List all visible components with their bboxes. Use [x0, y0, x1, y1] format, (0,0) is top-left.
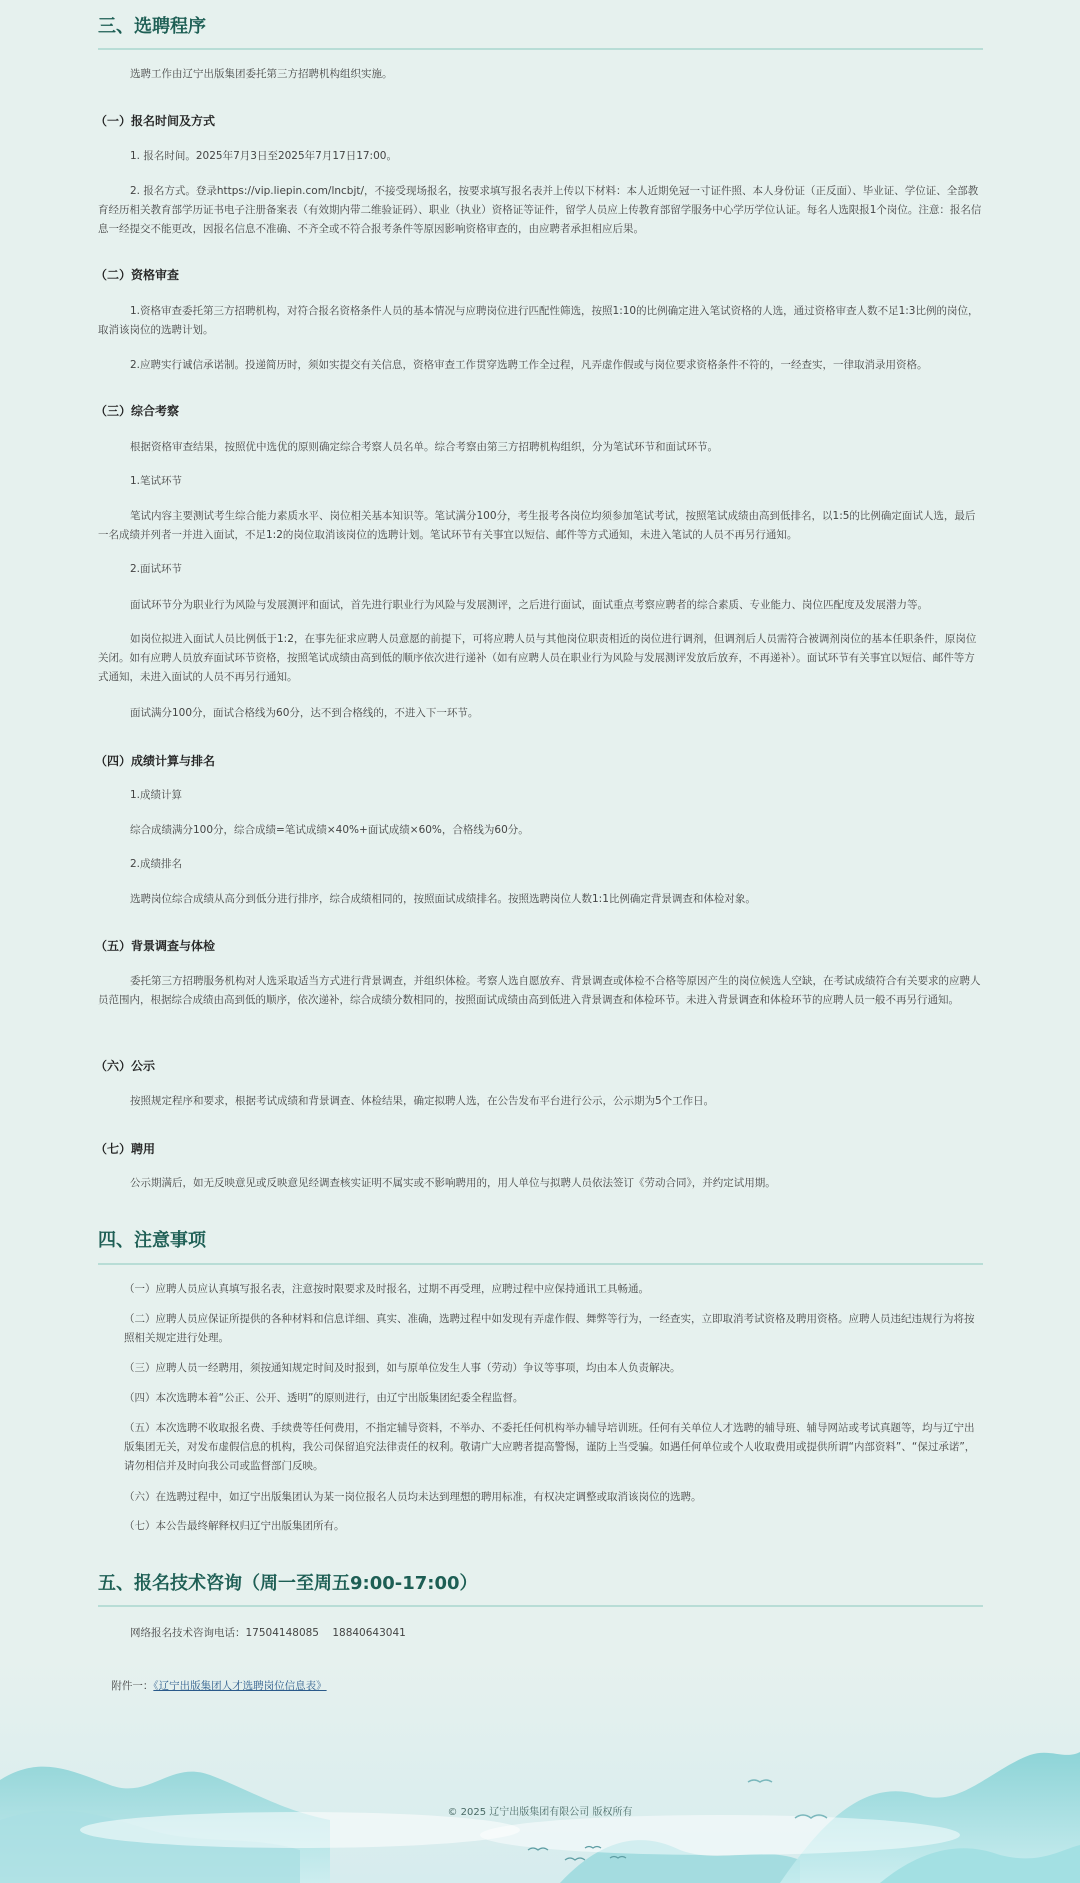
paragraph: 面试满分100分，面试合格线为60分，达不到合格线的，不进入下一环节。: [130, 707, 479, 719]
note-item: （四）本次选聘本着“公正、公开、透明”的原则进行，由辽宁出版集团纪委全程监督。: [124, 1392, 524, 1404]
paragraph-subheading: 1.笔试环节: [130, 475, 183, 487]
paragraph: 如岗位拟进入面试人员比例低于1:2，在事先征求应聘人员意愿的前提下，可将应聘人员与其他岗位职责相近的岗位进行调剂，但调剂后人员需符合被调剂岗位的基本任职条件，原岗位关闭。如有应聘人员放弃面试环节资格，按照笔试成绩由高到低的顺序依次进行递补（如有应聘人员在职业行为风险与发展测评发放后放弃，不再递补）。面试环节有关事宜以短信、邮件等方式通知，未进入面试的人员不再另行通知。: [98, 633, 977, 683]
subsection-heading-employment: （七）聘用: [95, 1142, 156, 1156]
attachment-line: [98, 1658, 983, 1715]
attachment-link[interactable]: 《辽宁出版集团人才选聘岗位信息表》: [153, 1680, 327, 1692]
paragraph: 委托第三方招聘服务机构对人选采取适当方式进行背景调查，并组织体检。考察人选自愿放弃、背景调查或体检不合格等原因产生的岗位候选人空缺，在考试成绩符合有关要求的应聘人员范围内，根据综合成绩由高到低的顺序，依次递补，综合成绩分数相同的，按照面试成绩由高到低进入背景调查和体检环节。未进入背景调查和体检环节的应聘人员一般不再另行通知。: [98, 975, 981, 1006]
paragraph: 按照规定程序和要求，根据考试成绩和背景调查、体检结果，确定拟聘人选，在公告发布平台进行公示，公示期为5个工作日。: [130, 1095, 715, 1107]
paragraph: 2. 报名方式。登录https://vip.liepin.com/lncbjt/，不接受现场报名，按要求填写报名表并上传以下材料：本人近期免冠一寸证件照、本人身份证（正反面）、毕业证、学位证、全部教育经历相关教育部学历证书电子注册备案表（有效期内带二维验证码）、职业（执业）资格证等证件，留学人员应上传教育部留学服务中心学历学位认证。每名人选限报1个岗位。注意：报名信息一经提交不能更改，因报名信息不准确、不齐全或不符合报考条件等原因影响资格审查的，由应聘者承担相应后果。: [98, 185, 982, 235]
attachment-label: 附件一：: [111, 1680, 154, 1692]
paragraph: 选聘工作由辽宁出版集团委托第三方招聘机构组织实施。: [130, 68, 393, 80]
paragraph-subheading: 2.成绩排名: [130, 858, 183, 870]
note-item: （一）应聘人员应认真填写报名表，注意按时限要求及时报名，过期不再受理，应聘过程中应保持通讯工具畅通。: [124, 1283, 649, 1295]
section-divider: [98, 48, 983, 50]
footer-copyright: © 2025 辽宁出版集团有限公司 版权所有: [447, 1807, 633, 1818]
consultation-phone: 网络报名技术咨询电话：17504148085 18840643041: [130, 1627, 406, 1639]
note-item: （六）在选聘过程中，如辽宁出版集团认为某一岗位报名人员均未达到理想的聘用标准，有权决定调整或取消该岗位的选聘。: [124, 1491, 702, 1503]
note-item: （二）应聘人员应保证所提供的各种材料和信息详细、真实、准确，选聘过程中如发现有弄虚作假、舞弊等行为，一经查实，立即取消考试资格及聘用资格。应聘人员违纪违规行为将按照相关规定进行处理。: [124, 1313, 975, 1344]
section-heading-technical-consultation: 五、报名技术咨询（周一至周五9:00-17:00）: [98, 1573, 478, 1594]
paragraph: 面试环节分为职业行为风险与发展测评和面试，首先进行职业行为风险与发展测评，之后进行面试，面试重点考察应聘者的综合素质、专业能力、岗位匹配度及发展潜力等。: [130, 599, 928, 611]
subsection-heading-background-check: （五）背景调查与体检: [95, 939, 216, 953]
note-item: （七）本公告最终解释权归辽宁出版集团所有。: [124, 1520, 345, 1532]
paragraph: 2.应聘实行诚信承诺制。投递简历时，须如实提交有关信息，资格审查工作贯穿选聘工作全过程，凡弄虚作假或与岗位要求资格条件不符的，一经查实，一律取消录用资格。: [130, 359, 928, 371]
paragraph: 1.资格审查委托第三方招聘机构，对符合报名资格条件人员的基本情况与应聘岗位进行匹配性筛选，按照1:10的比例确定进入笔试资格的人选，通过资格审查人数不足1:3比例的岗位，取消该岗位的选聘计划。: [98, 305, 979, 336]
paragraph: 根据资格审查结果，按照优中选优的原则确定综合考察人员名单。综合考察由第三方招聘机构组织，分为笔试环节和面试环节。: [130, 441, 718, 453]
section-heading-selection-procedure: 三、选聘程序: [98, 16, 206, 37]
subsection-heading-assessment: （三）综合考察: [95, 404, 180, 418]
subsection-heading-qualification-review: （二）资格审查: [95, 268, 180, 282]
subsection-heading-scoring: （四）成绩计算与排名: [95, 754, 216, 768]
paragraph: 1. 报名时间。2025年7月3日至2025年7月17日17:00。: [130, 150, 397, 162]
paragraph: 选聘岗位综合成绩从高分到低分进行排序，综合成绩相同的，按照面试成绩排名。按照选聘岗位人数1:1比例确定背景调查和体检对象。: [130, 893, 756, 905]
subsection-heading-publicity: （六）公示: [95, 1059, 156, 1073]
paragraph-subheading: 1.成绩计算: [130, 789, 183, 801]
section-divider: [98, 1263, 983, 1265]
paragraph: 公示期满后，如无反映意见或反映意见经调查核实证明不属实或不影响聘用的，用人单位与拟聘人员依法签订《劳动合同》，并约定试用期。: [130, 1177, 776, 1189]
subsection-heading-registration: （一）报名时间及方式: [95, 114, 216, 128]
paragraph: 综合成绩满分100分，综合成绩=笔试成绩×40%+面试成绩×60%，合格线为60分。: [130, 824, 529, 836]
note-item: （五）本次选聘不收取报名费、手续费等任何费用，不指定辅导资料，不举办、不委托任何机构举办辅导培训班。任何有关单位人才选聘的辅导班、辅导网站或考试真题等，均与辽宁出版集团无关，对发布虚假信息的机构，我公司保留追究法律责任的权利。敬请广大应聘者提高警惕，谨防上当受骗。如遇任何单位或个人收取费用或提供所谓“内部资料”、“保过承诺”，请勿相信并及时向我公司或监督部门反映。: [124, 1422, 976, 1472]
section-divider: [98, 1605, 983, 1607]
paragraph-subheading: 2.面试环节: [130, 563, 183, 575]
paragraph: 笔试内容主要测试考生综合能力素质水平、岗位相关基本知识等。笔试满分100分，考生报考各岗位均须参加笔试考试，按照笔试成绩由高到低排名，以1:5的比例确定面试人选，最后一名成绩并列者一并进入面试，不足1:2的岗位取消该岗位的选聘计划。笔试环节有关事宜以短信、邮件等方式通知，未进入笔试的人员不再另行通知。: [98, 510, 976, 541]
section-heading-notes: 四、注意事项: [98, 1230, 206, 1251]
note-item: （三）应聘人员一经聘用，须按通知规定时间及时报到，如与原单位发生人事（劳动）争议等事项，均由本人负责解决。: [124, 1362, 681, 1374]
